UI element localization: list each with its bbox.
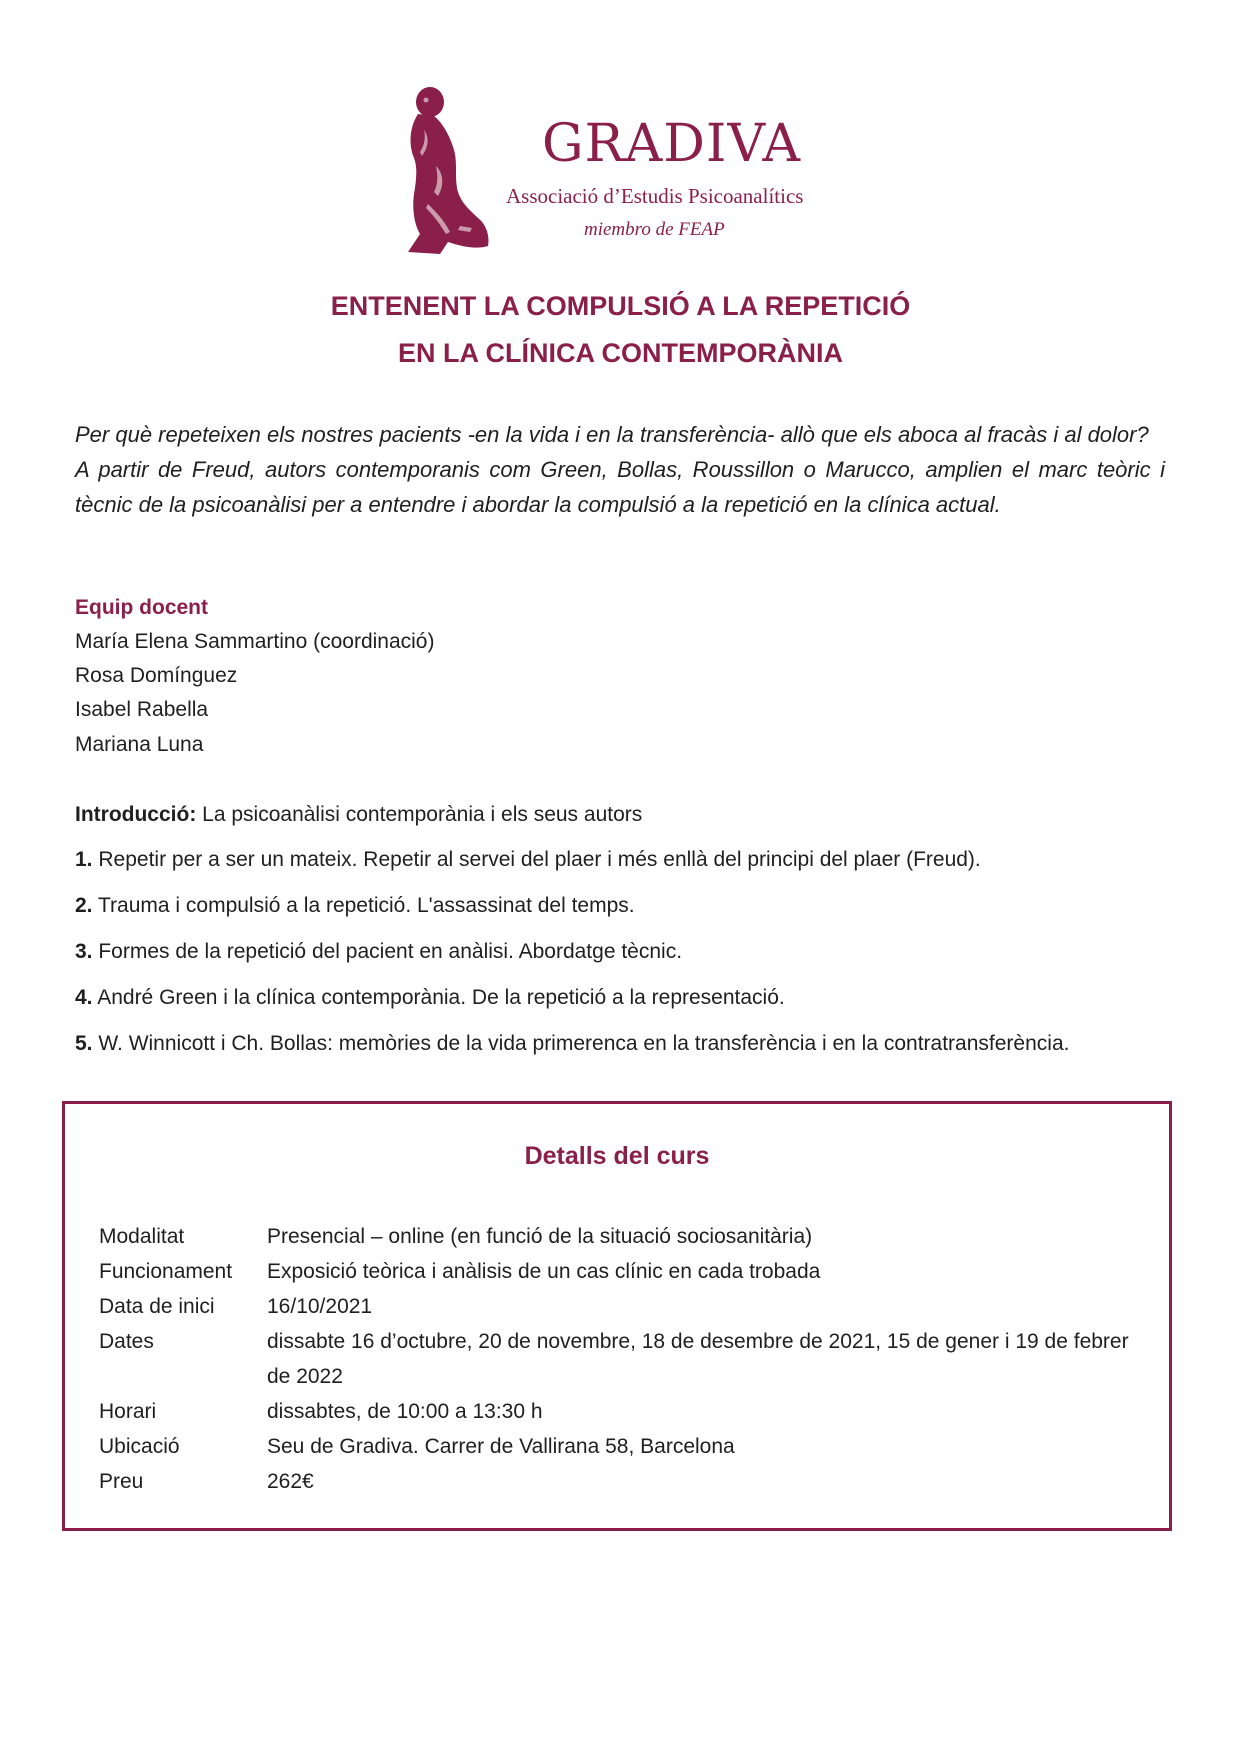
page-title-line-1: ENTENENT LA COMPULSIÓ A LA REPETICIÓ xyxy=(330,291,911,321)
details-label: Preu xyxy=(99,1470,144,1493)
brand-membership: miembro de FEAP xyxy=(584,219,725,240)
page-title-line-2: EN LA CLÍNICA CONTEMPORÀNIA xyxy=(398,338,843,368)
details-label: Funcionament xyxy=(99,1260,233,1283)
details-label: Modalitat xyxy=(99,1225,185,1248)
program-item-text: Formes de la repetició del pacient en anàlisi. Abordatge tècnic. xyxy=(98,940,683,963)
details-value: Exposició teòrica i anàlisis de un cas clínic en cada trobada xyxy=(267,1260,821,1283)
brand-name: GRADIVA xyxy=(542,114,802,174)
details-title: Detalls del curs xyxy=(524,1142,710,1170)
team-member: Mariana Luna xyxy=(75,733,204,756)
intro-paragraphs xyxy=(75,417,1165,522)
program-item-number: 3. xyxy=(75,940,93,963)
program-item xyxy=(75,894,635,918)
program-item-number: 1. xyxy=(75,848,93,871)
details-label: Horari xyxy=(99,1400,157,1423)
details-value: dissabte 16 d’octubre, 20 de novembre, 18 de desembre de 2021, 15 de gener i 19 de febrer de 2022 xyxy=(267,1330,1129,1388)
details-value: Seu de Gradiva. Carrer de Vallirana 58, Barcelona xyxy=(267,1435,735,1458)
gradiva-statue-logo-icon xyxy=(400,86,492,258)
program-item-number: 2. xyxy=(75,894,93,917)
brand-subtitle: Associació d’Estudis Psicoanalítics xyxy=(506,184,804,208)
program-item-number: 4. xyxy=(75,986,93,1009)
program-item xyxy=(75,986,785,1010)
course-details-box xyxy=(62,1101,1172,1531)
details-label: Dates xyxy=(99,1330,154,1353)
program-item-text: W. Winnicott i Ch. Bollas: memòries de la vida primerenca en la transferència i en la contratransferència. xyxy=(98,1032,1070,1055)
intro-question: Per què repeteixen els nostres pacients -en la vida i en la transferència- allò que els aboca al fracàs i al dolor? xyxy=(75,422,1149,447)
program-item xyxy=(75,940,682,964)
details-value: dissabtes, de 10:00 a 13:30 h xyxy=(267,1400,543,1423)
details-value: 16/10/2021 xyxy=(267,1295,373,1318)
details-value: 262€ xyxy=(267,1470,314,1493)
team-member: Isabel Rabella xyxy=(75,698,209,721)
program-item-text: Repetir per a ser un mateix. Repetir al servei del plaer i més enllà del principi del plaer (Freud). xyxy=(98,848,981,871)
program-intro xyxy=(75,803,642,827)
program-item-number: 5. xyxy=(75,1032,93,1055)
team-member: Rosa Domínguez xyxy=(75,664,238,687)
details-label: Ubicació xyxy=(99,1435,180,1458)
team-member: María Elena Sammartino (coordinació) xyxy=(75,630,435,653)
program-intro-label: Introducció: xyxy=(75,803,197,826)
program-intro-text: La psicoanàlisi contemporània i els seus autors xyxy=(202,803,643,826)
program-item xyxy=(75,1032,1069,1056)
details-value: Presencial – online (en funció de la situació sociosanitària) xyxy=(267,1225,813,1248)
intro-description: A partir de Freud, autors contemporanis com Green, Bollas, Roussillon o Marucco, amplien el marc teòric i tècnic de la psicoanàlisi per a entendre i abordar la compulsió a la repetició en la clínica actual. xyxy=(75,457,1165,517)
program-item-text: Trauma i compulsió a la repetició. L'assassinat del temps. xyxy=(97,894,635,917)
program-item-text: André Green i la clínica contemporània. De la repetició a la representació. xyxy=(97,986,785,1009)
details-label: Data de inici xyxy=(99,1295,215,1318)
team-heading: Equip docent xyxy=(75,596,208,619)
program-item xyxy=(75,848,981,872)
